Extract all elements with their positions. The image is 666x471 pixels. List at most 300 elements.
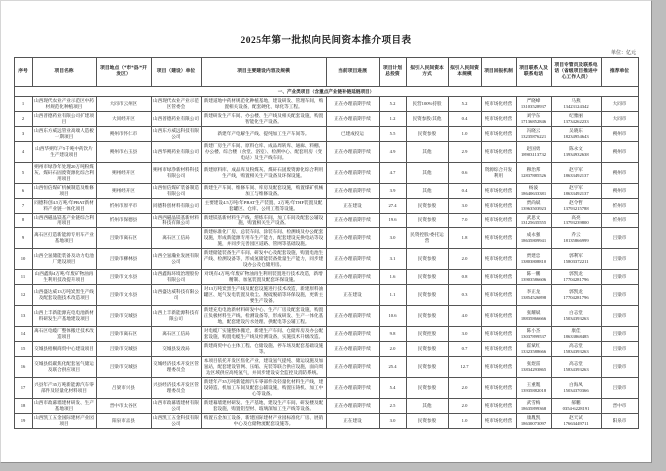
cell-invest: 19.6 xyxy=(379,213,406,228)
cell-contact xyxy=(516,249,551,270)
cell-contact xyxy=(516,183,551,198)
cell-no: 3 xyxy=(14,126,32,141)
cell-scale: 0.4 xyxy=(448,111,481,126)
page-title: 2025年第一批拟向民间资本推介项目表 xyxy=(240,36,412,46)
cell-city: 吕梁市 xyxy=(601,285,638,306)
cell-location: 吕梁市离石区 xyxy=(96,327,151,342)
cell-name: 离石区打造新能源专用车产业基地项目 xyxy=(32,228,96,249)
cell-unit: 交城县发改局 xyxy=(151,341,201,356)
cell-scale: 1.8 xyxy=(448,228,481,249)
contact-phone: 13834293865 xyxy=(520,366,547,372)
cell-reward: 纯市场化经营 xyxy=(481,198,516,213)
contact-phone: 18835866666 xyxy=(520,316,547,322)
manager-phone: 18633492137 xyxy=(563,172,589,178)
manager-name: 赵宇军 xyxy=(569,184,583,190)
table-header xyxy=(14,58,638,87)
cell-progress: 正在办理前期手续 xyxy=(326,327,379,342)
cell-manager xyxy=(551,377,601,398)
cell-contact xyxy=(516,341,551,356)
cell-city: 晋中市 xyxy=(601,398,638,413)
manager-name: 高亮 xyxy=(571,214,581,220)
table-row xyxy=(14,341,638,356)
cell-scale: 7.0 xyxy=(448,213,481,228)
contact-phone: 18635809941 xyxy=(520,238,547,244)
contact-name: 陈一鹏 xyxy=(526,271,541,277)
manager-name: 乔云 xyxy=(571,232,581,238)
cell-progress: 正在办理前期手续 xyxy=(326,97,379,112)
cell-city: 朔州市 xyxy=(601,126,638,141)
cell-scale: 1.0 xyxy=(448,126,481,141)
cell-reward: 纯市场化经营 xyxy=(481,183,516,198)
cell-invest: 9.8 xyxy=(379,327,406,342)
cell-location: 朔州经开区 xyxy=(96,183,151,198)
cell-content: 购置五金加工设备，新建国际建材产业园标准化厂房、展销中心及仓储物流配套设施等。 xyxy=(201,413,326,428)
cell-no: 5 xyxy=(14,162,32,183)
cell-scale: 3.0 xyxy=(448,327,481,342)
cell-reward: 纯市场化经营 xyxy=(481,306,516,327)
cell-invest: 2.0 xyxy=(379,341,406,356)
cell-unit: 山西现代农业产业示范区管委会 xyxy=(151,97,201,112)
cell-scale: 0.6 xyxy=(448,162,481,183)
cell-location: 吕梁市交城县 xyxy=(96,306,151,327)
cell-method: 民资控股/委托运营 xyxy=(406,228,448,249)
cell-method: 民资参股 xyxy=(406,285,448,306)
cell-reward: 纯市场化经营 xyxy=(481,141,516,162)
header-row xyxy=(14,58,638,87)
cell-no: 13 xyxy=(14,306,32,327)
contact-phone: 12837885526 xyxy=(520,172,547,178)
cell-name: 朔州市绿净年处理20万吨粉煤灰、煤矸石固废资源化综合利用项目 xyxy=(32,162,96,183)
cell-unit: 山西西磁晶镁基新材料科技有限公司 xyxy=(151,213,201,228)
cell-content: 新建标准化厂房、总装车间、涂装车间、检测线及办公配套设施，形成新能源专用车生产能力，配套建设充换电站等设施，并同步完善园区道路、管网等基础设施。 xyxy=(201,228,326,249)
cell-invest: 4.7 xyxy=(379,162,406,183)
contact-phone: 18903113732 xyxy=(520,151,547,157)
cell-name: 山西恒信煤矿机械制造及维修项目 xyxy=(32,183,96,198)
cell-scale: 1.0 xyxy=(448,413,481,428)
cell-method: 民资参股 xyxy=(406,126,448,141)
contact-name: 康胤凯 xyxy=(526,414,541,420)
cell-content: 本项目依托开发区焦化产业，建设氢气提纯、储运设施及加氢站，配套建设管网、压缩、充装等联合供应设施，面向周边区域供应高纯氢气，并同步建设安全监控及消防系统。 xyxy=(201,356,326,377)
contact-phone: 13125635555 xyxy=(520,220,547,226)
table-row xyxy=(14,228,638,249)
cell-unit: 兴县经济技术开发区管理委员会 xyxy=(151,377,201,398)
cell-name: 山西现代农业产业示范区中药材规范化种植项目 xyxy=(32,97,96,112)
cell-location: 吕梁市柳林县 xyxy=(96,249,151,270)
cell-method: 民资参股 xyxy=(406,341,448,356)
contact-name: 赵国勇 xyxy=(526,145,541,151)
cell-method: 民资参股 xyxy=(406,198,448,213)
cell-invest: 1.1 xyxy=(379,285,406,306)
table-row xyxy=(14,162,638,183)
contact-phone: 13235876221 xyxy=(520,133,547,139)
table-row xyxy=(14,327,638,342)
cell-method: 其他 xyxy=(406,398,448,413)
column-header-city: 推荐单位 xyxy=(601,58,638,87)
contact-phone: 13037899537 xyxy=(520,333,547,339)
cell-unit: 朔州市绿净新材料科技有限公司 xyxy=(151,162,201,183)
cell-content: 新建厂房生产车间、原料仓库、成品周转库、通廊、料棚、办公楼、综合楼（食堂、浴室）、检测中心、配套用房（变电站）及生产线车间。 xyxy=(201,141,326,162)
cell-progress: 正在办理前期手续 xyxy=(326,270,379,285)
cell-name: 山西普德药业有限公司扩建项目 xyxy=(32,111,96,126)
cell-scale: 5.2 xyxy=(448,97,481,112)
manager-name: 高志堂 xyxy=(569,342,583,348)
cell-name: 山西盛达威13万吨炭黑生产线及配套设施技术改造项目 xyxy=(32,285,96,306)
column-header-scale: 拟引入民间资本规模 xyxy=(448,58,481,87)
table-row xyxy=(14,285,638,306)
contact-name: 刘学东 xyxy=(526,112,541,118)
cell-name: 交城县低碳焦化配套氢气储运及联合供应项目 xyxy=(32,356,96,377)
manager-name: 白志堂 xyxy=(569,310,583,316)
cell-city: 吕梁市 xyxy=(601,270,638,285)
cell-name: 山西鑫海4万吨/年废矿物油再生利用技改提升项目 xyxy=(32,270,96,285)
manager-name: 赵宇军 xyxy=(569,166,583,172)
cell-progress: 已建成投运 xyxy=(326,126,379,141)
table-row xyxy=(14,111,638,126)
cell-progress: 正在建设 xyxy=(326,198,379,213)
cell-content: 主要建设4.5万吨/年PBAT生产装置、2万吨/年THF装置及配套罐区、仓库、公用工程等设施。 xyxy=(201,198,326,213)
cell-name: 山西仝氢储能装备及动力电池厂建设项目 xyxy=(32,249,96,270)
table-row xyxy=(14,213,638,228)
manager-name: 白海凤 xyxy=(569,381,583,387)
cell-reward: 纯市场化经营 xyxy=(481,377,516,398)
cell-manager xyxy=(551,270,601,285)
cell-location: 大同经开区 xyxy=(96,111,151,126)
manager-phone: 17663449711 xyxy=(563,420,589,426)
cell-reward: 资源综合开发利用 xyxy=(481,162,516,183)
table-row xyxy=(14,270,638,285)
cell-city: 吕梁市 xyxy=(601,306,638,327)
cell-city: 吕梁市 xyxy=(601,341,638,356)
cell-manager xyxy=(551,341,601,356)
cell-location: 吕梁市交城县 xyxy=(96,341,151,356)
contact-phone: 17136852846 xyxy=(520,118,547,124)
projects-table xyxy=(14,57,639,429)
section-row xyxy=(14,87,638,97)
cell-content: 新建研发生产车间、办公楼、生产线及相关配套设施，购置智能化生产设备。 xyxy=(201,111,326,126)
cell-scale: 2.0 xyxy=(448,398,481,413)
cell-unit: 山西仝氢瀚业发展有限公司 xyxy=(151,249,201,270)
cell-contact xyxy=(516,398,551,413)
manager-name: 康佳 xyxy=(571,328,581,333)
cell-name: 同德科创4.5万吨/年PBAT新材料产业链一体化项目 xyxy=(32,198,96,213)
cell-content: 新建道地中药材规范化种植基地，建设研发、管理车间，购置相关设备，配套硬化、绿化等工程。 xyxy=(201,97,326,112)
cell-contact xyxy=(516,213,551,228)
cell-city: 吕梁市 xyxy=(601,228,638,249)
cell-location: 朔州经开区 xyxy=(96,162,151,183)
cell-method: 民资参股 xyxy=(406,306,448,327)
contact-phone: 13935882018 xyxy=(520,387,547,393)
manager-name: 郭凯龙 xyxy=(569,271,583,277)
cell-name: 离石区电缆厂整体搬迁技术改造项目 xyxy=(32,327,96,342)
cell-city: 吕梁市 xyxy=(601,249,638,270)
cell-name: 交城县梧桐商贸中心建设项目 xyxy=(32,341,96,356)
cell-city: 朔州市 xyxy=(601,162,638,183)
cell-location: 阳泉市盂县 xyxy=(96,413,151,428)
cell-no: 1 xyxy=(14,97,32,112)
cell-content: 新建幕墙建材研发、生产基地，建设生产车间、研发楼及配套设施，购置铝型材、玻璃深加工生产线等设备。 xyxy=(201,398,326,413)
manager-name: 高志堂 xyxy=(569,360,583,366)
cell-content: 新建镁基新材料生产线、熔炼车间、加工车间及配套公辅设施，购置相关生产设备。 xyxy=(201,213,326,228)
manager-phone: 17704281796 xyxy=(563,277,589,283)
contact-name: 武思文 xyxy=(526,214,541,220)
cell-scale: 2.0 xyxy=(448,249,481,270)
cell-city: 吕梁市 xyxy=(601,377,638,398)
table-row xyxy=(14,126,638,141)
cell-invest: 1.2 xyxy=(379,111,406,126)
contact-name: 冯晓云 xyxy=(526,127,541,133)
cell-progress: 正在办理前期手续 xyxy=(326,162,379,183)
manager-name: 赵天试 xyxy=(569,414,583,420)
cell-location: 大同市云州区 xyxy=(96,97,151,112)
cell-content: 新建年产电解生产线、提纯加工生产车间等。 xyxy=(201,126,326,141)
manager-phone: 18633492137 xyxy=(563,190,589,196)
contact-name: 张耀斌 xyxy=(526,310,541,316)
contact-name: 李正龙 xyxy=(526,289,541,295)
cell-manager xyxy=(551,228,601,249)
cell-location: 朔州市右玉县 xyxy=(96,141,151,162)
contact-name: 武雪梅 xyxy=(526,399,541,405)
cell-no: 2 xyxy=(14,111,32,126)
cell-name: 兴县年产35万吨新能源汽车零部件及轻量化材料项目 xyxy=(32,377,96,398)
manager-name: 郭利军 xyxy=(569,253,583,259)
cell-reward: 纯市场化经营 xyxy=(481,285,516,306)
cell-progress: 正在建设 xyxy=(326,285,379,306)
cell-unit: 山西盛达威科技有限公司 xyxy=(151,285,201,306)
cell-contact xyxy=(516,377,551,398)
cell-content: 新建充电电池新材料研发中心、生产厂房及配套设施，购置正负极材料生产线、检测设备等，形成研发、生产一体化基地，配套建设污水处理、供配电等公辅工程。 xyxy=(201,306,326,327)
cell-contact xyxy=(516,111,551,126)
cell-manager xyxy=(551,141,601,162)
cell-method: 其他 xyxy=(406,183,448,198)
cell-no: 10 xyxy=(14,249,32,270)
column-header-contact: 项目联系人及联系电话 xyxy=(516,58,551,87)
cell-contact xyxy=(516,327,551,342)
contact-name: 杨波 xyxy=(528,184,539,190)
cell-city: 大同市 xyxy=(601,97,638,112)
cell-manager xyxy=(551,198,601,213)
cell-invest: 25.4 xyxy=(379,356,406,377)
cell-name: 山西华朔年产5千吨中药饮片生产建设项目 xyxy=(32,141,96,162)
column-header-method: 拟引入民间资本方式 xyxy=(406,58,448,87)
manager-phone: 15803372211 xyxy=(563,259,589,265)
contact-name: 陈小杰 xyxy=(526,328,541,333)
table-row xyxy=(14,377,638,398)
cell-reward: 纯市场化经营 xyxy=(481,398,516,413)
cell-invest: 2.5 xyxy=(379,398,406,413)
unit-note: 单位：亿元 xyxy=(610,51,636,56)
cell-reward: 纯市场化经营 xyxy=(481,213,516,228)
cell-content: 新建年产35万吨新能源汽车零部件及轻量化材料生产线，建设铸造、机加工车间及配套公辅设施，购置压铸机、加工中心等设备。 xyxy=(201,377,326,398)
manager-phone: 15034370366 xyxy=(563,387,589,393)
cell-manager xyxy=(551,306,601,327)
contact-name: 成永强 xyxy=(526,232,541,238)
contact-name: 霍斌红 xyxy=(526,342,541,348)
cell-contact xyxy=(516,270,551,285)
cell-city: 大同市 xyxy=(601,111,638,126)
manager-phone: 13934932638 xyxy=(563,151,589,157)
manager-phone: 18633868485 xyxy=(563,333,589,339)
cell-name: 山西西磁晶镁基产业链综合利用项目 xyxy=(32,213,96,228)
cell-progress: 正在办理前期手续 xyxy=(326,356,379,377)
table-row xyxy=(14,398,638,413)
cell-contact xyxy=(516,285,551,306)
cell-invest: 10.6 xyxy=(379,306,406,327)
cell-scale: 4.0 xyxy=(448,306,481,327)
cell-content: 对现有4万吨/年废矿物油再生利用装置进行技术改造，新增精制、加氢装置及配套环保设施。 xyxy=(201,270,326,285)
cell-scale: 0.8 xyxy=(448,270,481,285)
cell-unit: 山西华朔药业有限公司 xyxy=(151,141,201,162)
cell-reward: 纯市场化经营 xyxy=(481,327,516,342)
column-header-invest: 项目计划总投资 xyxy=(379,58,406,87)
cell-scale: 2.9 xyxy=(448,141,481,162)
cell-manager xyxy=(551,249,601,270)
manager-phone: 17704281796 xyxy=(563,295,589,301)
cell-location: 吕梁市文水县 xyxy=(96,285,151,306)
cell-contact xyxy=(516,228,551,249)
cell-method: 民资参股 xyxy=(406,213,448,228)
cell-method: 民资控股 xyxy=(406,327,448,342)
cell-reward: 纯市场化经营 xyxy=(481,249,516,270)
cell-location: 吕梁市离石区 xyxy=(96,228,151,249)
manager-phone: 13793215788 xyxy=(563,205,589,211)
column-header-progress: 当前项目进展 xyxy=(326,58,379,87)
table-row xyxy=(14,198,638,213)
column-header-name: 项目名称 xyxy=(32,58,96,87)
cell-invest: 4.9 xyxy=(379,141,406,162)
cell-manager xyxy=(551,327,601,342)
cell-progress: 正在办理前期手续 xyxy=(326,111,379,126)
cell-manager xyxy=(551,97,601,112)
cell-scale: 12.7 xyxy=(448,356,481,377)
cell-location: 忻州市保德县 xyxy=(96,213,151,228)
contact-name: 王重胤 xyxy=(526,381,541,387)
cell-unit: 交城经济技术开发区管理委员会 xyxy=(151,356,201,377)
cell-no: 18 xyxy=(14,398,32,413)
contact-name: 严晓峰 xyxy=(526,98,541,103)
cell-no: 6 xyxy=(14,183,32,198)
cell-contact xyxy=(516,413,551,428)
cell-progress: 正在办理前期手续 xyxy=(326,341,379,356)
contact-phone: 13323588666 xyxy=(520,348,547,354)
cell-no: 11 xyxy=(14,270,32,285)
column-header-no: 序号 xyxy=(14,58,32,87)
cell-method: 其他 xyxy=(406,141,448,162)
cell-unit: 离石区工信局 xyxy=(151,327,201,342)
cell-invest: 5.5 xyxy=(379,126,406,141)
cell-no: 4 xyxy=(14,141,32,162)
cell-city: 吕梁市 xyxy=(601,356,638,377)
cell-invest: 27.4 xyxy=(379,198,406,213)
cell-manager xyxy=(551,356,601,377)
cell-city: 朔州市 xyxy=(601,183,638,198)
cell-scale: 2.0 xyxy=(448,377,481,398)
column-header-content: 项目主要建设内容及规模 xyxy=(201,58,326,87)
cell-location: 朔州市怀仁市 xyxy=(96,126,151,141)
cell-content: 对13万吨炭黑生产线及配套设施进行技术改造，新建原料油罐区、尾气发电装置及收尘、脱硫脱硝等环保设施，更新主要生产设备。 xyxy=(201,285,326,306)
manager-name: 郝鹏 xyxy=(571,399,581,405)
manager-name: 马燕 xyxy=(571,98,581,103)
cell-method: 民资参股 xyxy=(406,377,448,398)
table-row xyxy=(14,306,638,327)
cell-method: 民资参股 xyxy=(406,413,448,428)
cell-progress: 正在办理前期手续 xyxy=(326,249,379,270)
table-row xyxy=(14,97,638,112)
cell-scale: 0.3 xyxy=(448,285,481,306)
cell-no: 16 xyxy=(14,356,32,377)
contact-phone: 13903586606 xyxy=(520,277,547,283)
cell-manager xyxy=(551,162,601,183)
cell-invest: 5.4 xyxy=(379,377,406,398)
column-header-location: 项目地点（*市*县/*开发区） xyxy=(96,58,151,87)
cell-location: 晋中市太谷区 xyxy=(96,398,151,413)
cell-progress: 正在办理前期手续 xyxy=(326,398,379,413)
cell-contact xyxy=(516,356,551,377)
manager-phone: 15834393263 xyxy=(563,348,589,354)
cell-progress: 正在办理前期手续 xyxy=(326,306,379,327)
column-header-manager: 项目专管员及联系电话（省级项目推进中心工作人员） xyxy=(551,58,601,87)
cell-no: 9 xyxy=(14,228,32,249)
cell-scale: 0.4 xyxy=(448,183,481,198)
cell-reward: 纯市场化经营 xyxy=(481,97,516,112)
cell-reward: 纯市场化经营 xyxy=(481,228,516,249)
contact-name: 穆治邦 xyxy=(526,166,541,172)
table-row xyxy=(14,356,638,377)
cell-scale: 3.0 xyxy=(448,198,481,213)
contact-name: 张煜雷 xyxy=(526,360,541,366)
cell-content: 新建生产车间、维修车间、库房及配套设施，购置煤矿机械加工与维修设备。 xyxy=(201,183,326,198)
table-row xyxy=(14,141,638,162)
cell-content: 新建商贸中心主体工程、仓储设施、停车场及配套基础设施等。 xyxy=(201,341,326,356)
manager-phone: 13423124342 xyxy=(563,103,589,109)
cell-manager xyxy=(551,111,601,126)
manager-phone: 15034393263 xyxy=(563,316,589,322)
cell-location: 吕梁市交城县 xyxy=(96,356,151,377)
cell-invest: 5.2 xyxy=(379,97,406,112)
manager-phone: 0354-6228191 xyxy=(562,405,590,411)
cell-manager xyxy=(551,413,601,428)
cell-contact xyxy=(516,97,551,112)
cell-contact xyxy=(516,306,551,327)
cell-progress: 正在办理前期手续 xyxy=(326,141,379,162)
cell-invest: 3.0 xyxy=(379,413,406,428)
manager-name: 吴晓东 xyxy=(569,127,583,133)
cell-contact xyxy=(516,162,551,183)
cell-method: 民资参股/其他 xyxy=(406,111,448,126)
cell-unit: 同德科创材料有限公司 xyxy=(151,198,201,213)
cell-contact xyxy=(516,141,551,162)
cell-progress: 正在办理前期手续 xyxy=(326,228,379,249)
cell-unit: 山西东方威远科技有限公司 xyxy=(151,126,201,141)
table-body xyxy=(14,87,638,429)
cell-no: 15 xyxy=(14,341,32,356)
manager-name: 郭凯龙 xyxy=(569,289,583,295)
manager-name: 陈永文 xyxy=(569,145,583,151)
manager-phone: 18135866999 xyxy=(563,238,589,244)
cell-city: 阳泉市 xyxy=(601,413,638,428)
cell-method: 民资参股 xyxy=(406,249,448,270)
contact-phone: 18635899368 xyxy=(520,405,547,411)
cell-progress: 正在办理前期手续 xyxy=(326,377,379,398)
contact-name: 贾尚斌 xyxy=(526,199,541,205)
column-header-unit: 项目（建设）单位 xyxy=(151,58,201,87)
contact-name: 贾建忠 xyxy=(526,253,541,259)
cell-invest: 3.9 xyxy=(379,183,406,198)
cell-name: 山西东方威远管业高端人造板一期项目 xyxy=(32,126,96,141)
cell-city: 吕梁市 xyxy=(601,327,638,342)
cell-manager xyxy=(551,126,601,141)
cell-invest: 3.1 xyxy=(379,249,406,270)
cell-name: 山西凯工五金国际建材产业园项目 xyxy=(32,413,96,428)
